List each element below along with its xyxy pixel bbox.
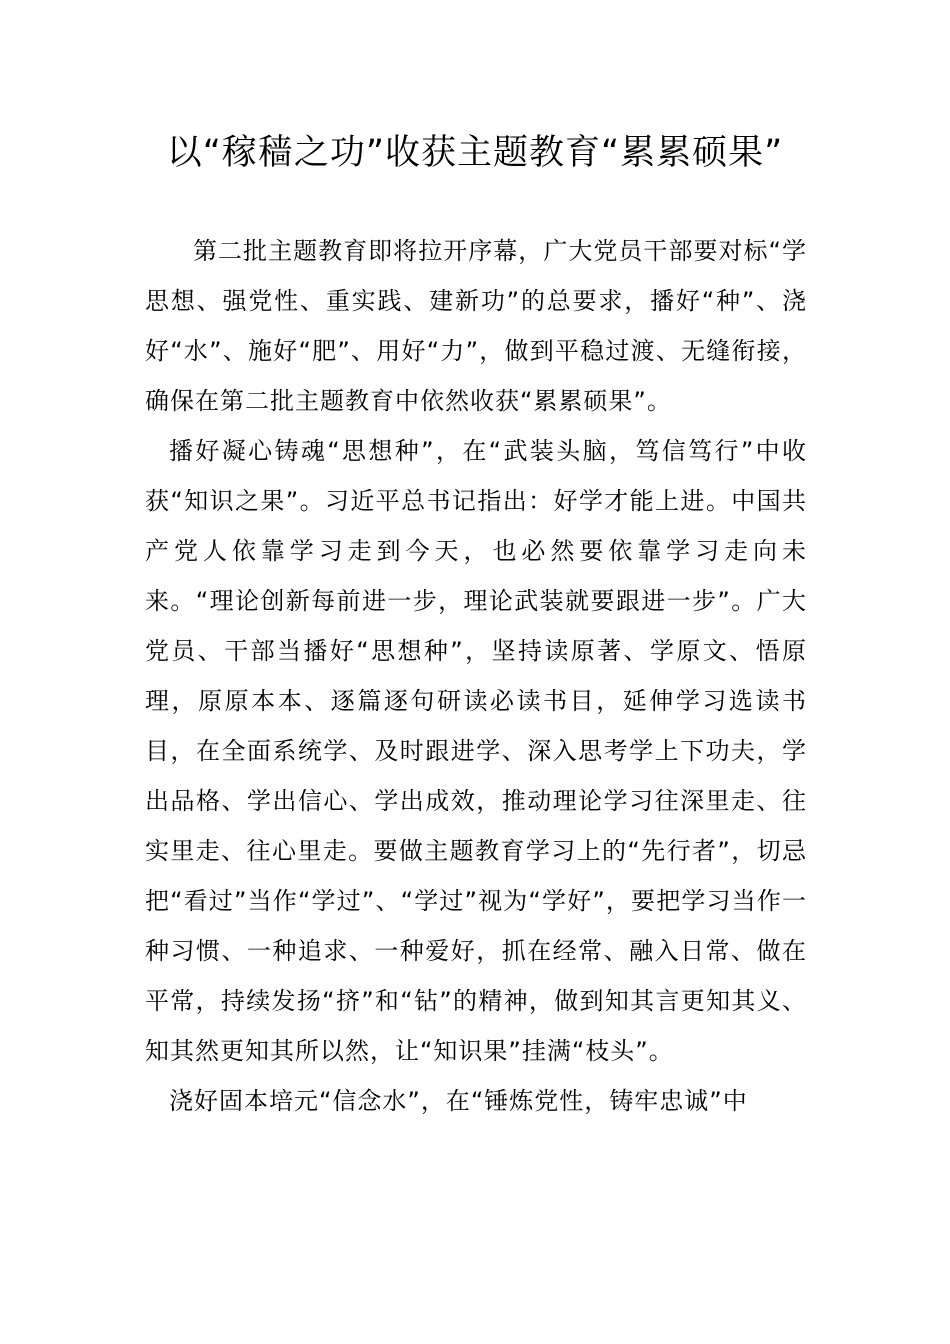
document-body <box>145 226 807 1126</box>
page-title: 以“稼穑之功”收获主题教育“累累硕果” <box>166 133 784 173</box>
paragraph-belief-water: 浇好固本培元“信念水”，在“锤炼党性，铸牢忠诚”中 <box>169 1087 748 1115</box>
paragraph-thought-seed: 播好凝心铸魂“思想种”，在“武装头脑，笃信笃行”中收获“知识之果”。习近平总书记指出：好学才能上进。中国共产党人依靠学习走到今天，也必然要依靠学习走向未来。“理论创新每前进一步，理论武装就要跟进一步”。广大党员、干部当播好“思想种”，坚持读原著、学原文、悟原理，原原本本、逐篇逐句研读必读书目，延伸学习选读书目，在全面系统学、及时跟进学、深入思考学上下功夫，学出品格、学出信心、学出成效，推动理论学习往深里走、往实里走、往心里走。要做主题教育学习上的“先行者”，切忌把“看过”当作“学过”、“学过”视为“学好”，要把学习当作一种习惯、一种追求、一种爱好，抓在经常、融入日常、做在平常，持续发扬“挤”和“钻”的精神，做到知其言更知其义、知其然更知其所以然，让“知识果”挂满“枝头”。 <box>145 437 807 1065</box>
paragraph-intro: 第二批主题教育即将拉开序幕，广大党员干部要对标“学思想、强党性、重实践、建新功”的总要求，播好“种”、浇好“水”、施好“肥”、用好“力”，做到平稳过渡、无缝衔接，确保在第二批主题教育中依然收获“累累硕果”。 <box>145 237 807 415</box>
